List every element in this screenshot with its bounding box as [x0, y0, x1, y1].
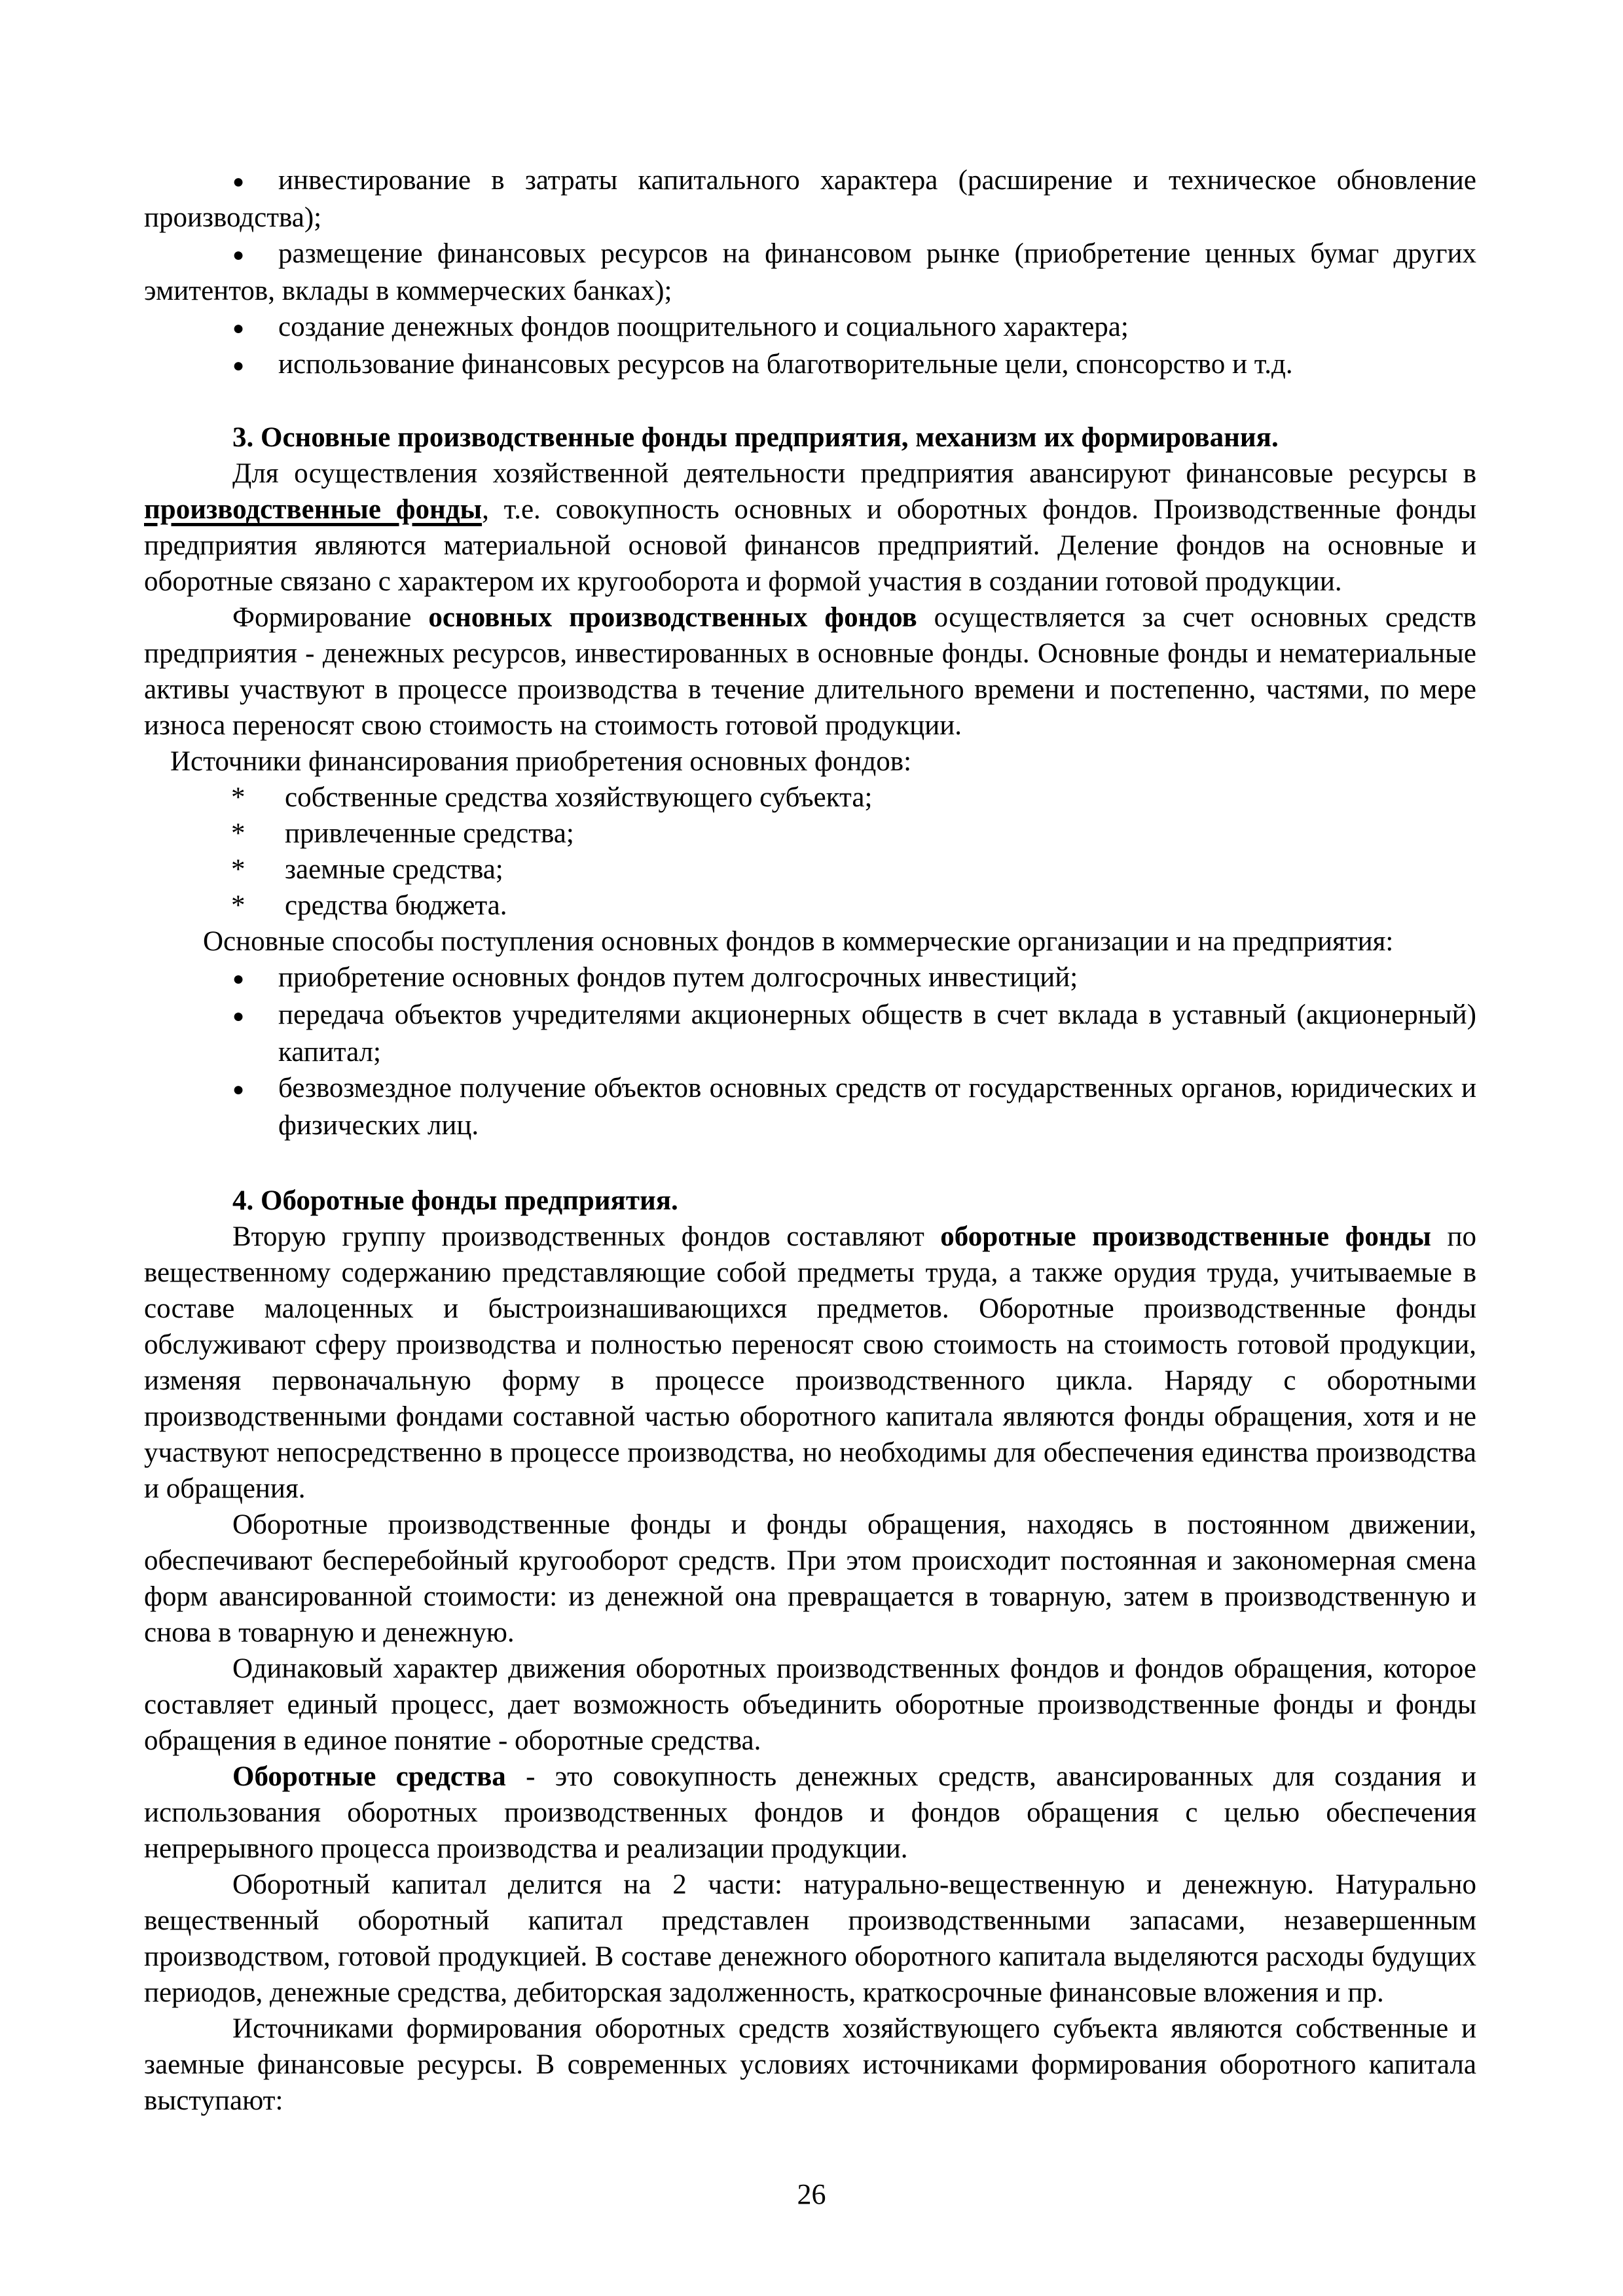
paragraph-text: по вещественному содержанию представляющие собой предметы труда, а также орудия труда, учитываемые в составе малоценных и быстроизнашивающихся предметов. Оборотные производственные фонды обслуживают сферу производства и полностью переносят свою стоимость на стоимость готовой продукции, изменяя первоначальную форму в процессе производственного цикла. Наряду с оборотными производственными фондами составной частью оборотного капитала являются фонды обращения, хотя и не участвуют непосредственно в процессе производства, но необходимы для обеспечения единства производства и обращения. [144, 1221, 1476, 1504]
asterisk-icon: * [231, 782, 246, 813]
key-term: Оборотные средства [232, 1761, 506, 1792]
list-item-text: привлеченные средства; [285, 818, 574, 849]
list-item-text: средства бюджета. [285, 890, 507, 921]
list-item-text: инвестирование в затраты капитального характера (расширение и техническое обновление производства); [144, 165, 1476, 233]
paragraph-text: , т.е. совокупность основных и оборотных фондов. Производственные фонды предприятия являются материальной основой финансов предприятий. Деление фондов на основные и оборотные связано с характером их кругооборота и формой участия в создании готовой продукции. [144, 494, 1476, 597]
paragraph-text: Формирование [232, 602, 429, 633]
bullet-icon: ● [232, 244, 245, 266]
list-item [144, 236, 1476, 309]
ways-title: Основные способы поступления основных фондов в коммерческие организации и на предприятия: [203, 926, 1394, 957]
paragraph: Оборотный капитал делится на 2 части: натурально-вещественную и денежную. Натурально вещественный оборотный капитал представлен производственными запасами, незавершенным производством, готовой продукцией. В составе денежного оборотного капитала выделяются расходы будущих периодов, денежные средства, дебиторская задолженность, краткосрочные финансовые вложения и пр. [144, 1869, 1476, 2008]
list-item [144, 816, 1476, 852]
section-4-heading: 4. Оборотные фонды предприятия. [232, 1185, 678, 1216]
list-item [144, 309, 1476, 346]
list-item [144, 1070, 1476, 1143]
asterisk-icon: * [231, 818, 246, 849]
list-item-text: собственные средства хозяйствующего субъекта; [285, 782, 873, 813]
page-number: 26 [797, 2178, 826, 2210]
list-item-text: приобретение основных фондов путем долгосрочных инвестиций; [278, 962, 1078, 993]
list-item [144, 162, 1476, 236]
list-item-text: передача объектов учредителями акционерных обществ в счет вклада в уставный (акционерный) капитал; [278, 999, 1476, 1067]
section-3-heading: 3. Основные производственные фонды предприятия, механизм их формирования. [232, 422, 1279, 453]
bullet-icon: ● [232, 355, 245, 376]
list-item-text: безвозмездное получение объектов основных средств от государственных органов, юридических и физических лиц. [278, 1073, 1476, 1141]
key-term: основных производственных фондов [428, 602, 917, 633]
list-item [144, 960, 1476, 997]
list-item-text: создание денежных фондов поощрительного и социального характера; [278, 312, 1129, 342]
paragraph: Оборотные производственные фонды и фонды обращения, находясь в постоянном движении, обеспечивают бесперебойный кругооборот средств. При этом происходит постоянная и закономерная смена форм авансированной стоимости: из денежной она превращается в товарную, затем в производственную и снова в товарную и денежную. [144, 1509, 1476, 1648]
list-item [144, 346, 1476, 384]
paragraph: Одинаковый характер движения оборотных производственных фондов и фондов обращения, которое составляет единый процесс, дает возможность объединить оборотные производственные фонды и фонды обращения в единое понятие - оборотные средства. [144, 1653, 1476, 1756]
list-item-text: использование финансовых ресурсов на благотворительные цели, спонсорство и т.д. [278, 349, 1293, 380]
paragraph [144, 600, 1476, 744]
list-item [144, 852, 1476, 888]
list-item [144, 888, 1476, 924]
list-item-text: размещение финансовых ресурсов на финансовом рынке (приобретение ценных бумаг других эмитентов, вклады в коммерческих банках); [144, 238, 1476, 306]
key-term: производственные фонды [144, 494, 483, 525]
asterisk-icon: * [231, 854, 246, 885]
list-item-text: заемные средства; [285, 854, 503, 885]
sources-title: Источники финансирования приобретения основных фондов: [170, 746, 912, 777]
key-term: оборотные производственные фонды [940, 1221, 1431, 1252]
bullet-icon: ● [232, 1079, 245, 1100]
bullet-icon: ● [232, 1005, 245, 1027]
paragraph [144, 456, 1476, 600]
bullet-icon: ● [232, 317, 245, 339]
bullet-icon: ● [232, 171, 245, 192]
list-item [144, 780, 1476, 816]
paragraph [144, 1759, 1476, 1867]
paragraph [144, 1219, 1476, 1507]
paragraph-text: - это совокупность денежных средств, авансированных для создания и использования оборотных производственных фондов и фондов обращения с целью обеспечения непрерывного процесса производства и реализации продукции. [144, 1761, 1477, 1864]
paragraph-text: осуществляется за счет основных средств предприятия - денежных ресурсов, инвестированных в основные фонды. Основные фонды и нематериальные активы участвуют в процессе производства в течение длительного времени и постепенно, частями, по мере износа переносят свою стоимость на стоимость готовой продукции. [144, 602, 1476, 741]
list-item [144, 997, 1476, 1070]
bullet-icon: ● [232, 968, 245, 990]
paragraph-text: Для осуществления хозяйственной деятельности предприятия авансируют финансовые ресурсы в [232, 458, 1476, 489]
asterisk-icon: * [231, 890, 246, 921]
paragraph-text: Вторую группу производственных фондов составляют [232, 1221, 941, 1252]
paragraph: Источниками формирования оборотных средств хозяйствующего субъекта являются собственные и заемные финансовые ресурсы. В современных условиях источниками формирования оборотного капитала выступают: [144, 2013, 1476, 2116]
